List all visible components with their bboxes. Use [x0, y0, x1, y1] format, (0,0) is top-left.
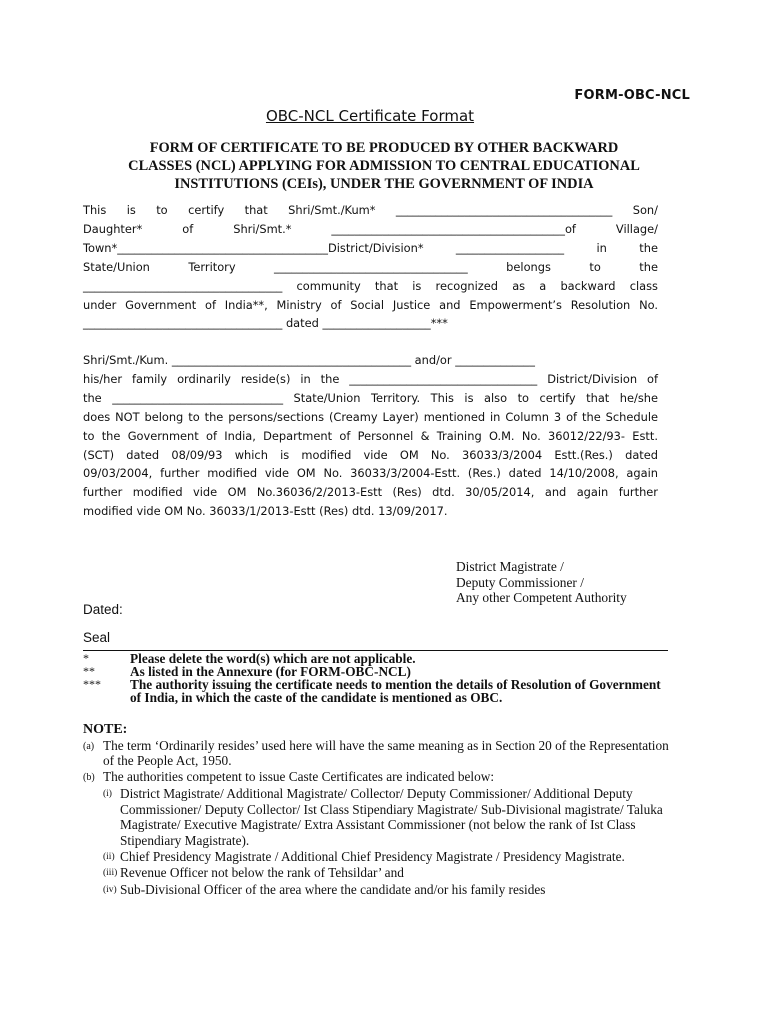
footnote-mark: * — [83, 651, 89, 665]
paragraph-line: 09/03/2004, further modified vide OM No. 36033/3/2004-Estt. (Res.) dated 14/10/2008, again — [83, 466, 658, 481]
note-text: The term ‘Ordinarily resides’ used here will have the same meaning as in Section 20 of the Representation of the People Act, 1950. — [103, 737, 669, 769]
note-mark: (a) — [83, 740, 95, 752]
note-text: Revenue Officer not below the rank of Tehsildar’ and — [120, 865, 404, 881]
signatory-line: District Magistrate / — [456, 559, 564, 574]
seal-label: Seal — [83, 630, 111, 645]
certificate-heading — [80, 139, 688, 193]
dated-label: Dated: — [83, 602, 123, 617]
note-subitem — [83, 882, 683, 899]
note-item — [83, 738, 683, 769]
paragraph-line: further modified vide OM No.36036/2/2013-Estt (Res) dtd. 30/05/2014, and again further — [83, 485, 658, 500]
note-mark: (i) — [103, 788, 112, 799]
note-mark: (b) — [83, 772, 95, 784]
note-mark: (ii) — [103, 851, 115, 862]
note-section — [83, 722, 683, 899]
note-mark: (iii) — [103, 868, 118, 879]
note-text: The authorities competent to issue Caste Certificates are indicated below: — [103, 769, 495, 785]
footnote — [83, 678, 670, 704]
signatory-line: Any other Competent Authority — [456, 590, 627, 605]
signatory-block — [456, 559, 627, 606]
footnote-mark: *** — [83, 677, 101, 691]
note-subitem — [83, 786, 683, 849]
footnote-text: As listed in the Annexure (for FORM-OBC-NCL) — [130, 664, 411, 679]
note-item — [83, 769, 683, 786]
paragraph-line: does NOT belong to the persons/sections (Creamy Layer) mentioned in Column 3 of the Schedule — [83, 409, 658, 424]
paragraph-line: (SCT) dated 08/09/93 which is modified vide OM No. 36033/3/2004 Estt.(Res.) dated — [83, 447, 658, 462]
note-subitem — [83, 865, 683, 882]
note-text: Chief Presidency Magistrate / Additional Chief Presidency Magistrate / Presidency Magistrate. — [120, 848, 625, 864]
heading-line: INSTITUTIONS (CEIs), UNDER THE GOVERNMENT OF INDIA — [174, 176, 594, 192]
footnotes — [83, 652, 670, 704]
paragraph-line: Daughter* of Shri/Smt.* _________________________________________of Village/ — [83, 221, 658, 236]
creamy-layer-paragraph — [83, 351, 658, 521]
paragraph-line: modified vide OM No. 36033/1/2013-Estt (Res) dtd. 13/09/2017. — [83, 504, 448, 519]
note-text: Sub-Divisional Officer of the area where the candidate and/or his family resides — [120, 882, 546, 898]
paragraph-line: This is to certify that Shri/Smt./Kum* ______________________________________ Son/ — [83, 203, 658, 217]
note-title: NOTE: — [83, 722, 128, 737]
footnote-text: The authority issuing the certificate needs to mention the details of Resolution of Government of India, in which the caste of the candidate is mentioned as OBC. — [130, 677, 661, 705]
paragraph-line: Shri/Smt./Kum. __________________________________________ and/or ______________ — [83, 353, 535, 367]
note-mark: (iv) — [103, 885, 117, 896]
paragraph-line: ___________________________________ dated ___________________*** — [83, 316, 448, 331]
heading-line: CLASSES (NCL) APPLYING FOR ADMISSION TO CENTRAL EDUCATIONAL — [128, 158, 640, 174]
note-text: District Magistrate/ Additional Magistrate/ Collector/ Deputy Commissioner/ Additional Deputy Commissioner/ Deputy Collector/ Ist Class Stipendiary Magistrate/ Sub-Divisional magistrate/ Taluka Magistrate/ Executive Magistrate/ Extra Assistant Commissioner (not below the rank of Ist Class Stipendiary Magistrate). — [120, 785, 663, 848]
footnote-mark: ** — [83, 664, 95, 678]
format-title: OBC-NCL Certificate Format — [265, 107, 475, 125]
paragraph-line: ___________________________________ community that is recognized as a backward class — [83, 278, 658, 293]
heading-line: FORM OF CERTIFICATE TO BE PRODUCED BY OTHER BACKWARD — [149, 140, 619, 156]
certification-paragraph — [83, 201, 658, 333]
paragraph-line: the ______________________________ State/Union Territory. This is also to certify that he/she — [83, 390, 658, 405]
paragraph-line: State/Union Territory __________________________________ belongs to the — [83, 259, 658, 274]
signatory-line: Deputy Commissioner / — [456, 574, 584, 590]
paragraph-line: under Government of India**, Ministry of Social Justice and Empowerment’s Resolution No. — [83, 297, 658, 312]
paragraph-line: his/her family ordinarily reside(s) in the _________________________________ District/Division of — [83, 371, 658, 386]
paragraph-line: Town*_____________________________________District/Division* ___________________ in the — [83, 240, 658, 255]
form-code: FORM-OBC-NCL — [574, 88, 690, 103]
paragraph-line: to the Government of India, Department of Personnel & Training O.M. No. 36012/22/93- Estt. — [83, 428, 658, 443]
footnote-text: Please delete the word(s) which are not applicable. — [130, 651, 416, 666]
note-subitem — [83, 849, 683, 866]
